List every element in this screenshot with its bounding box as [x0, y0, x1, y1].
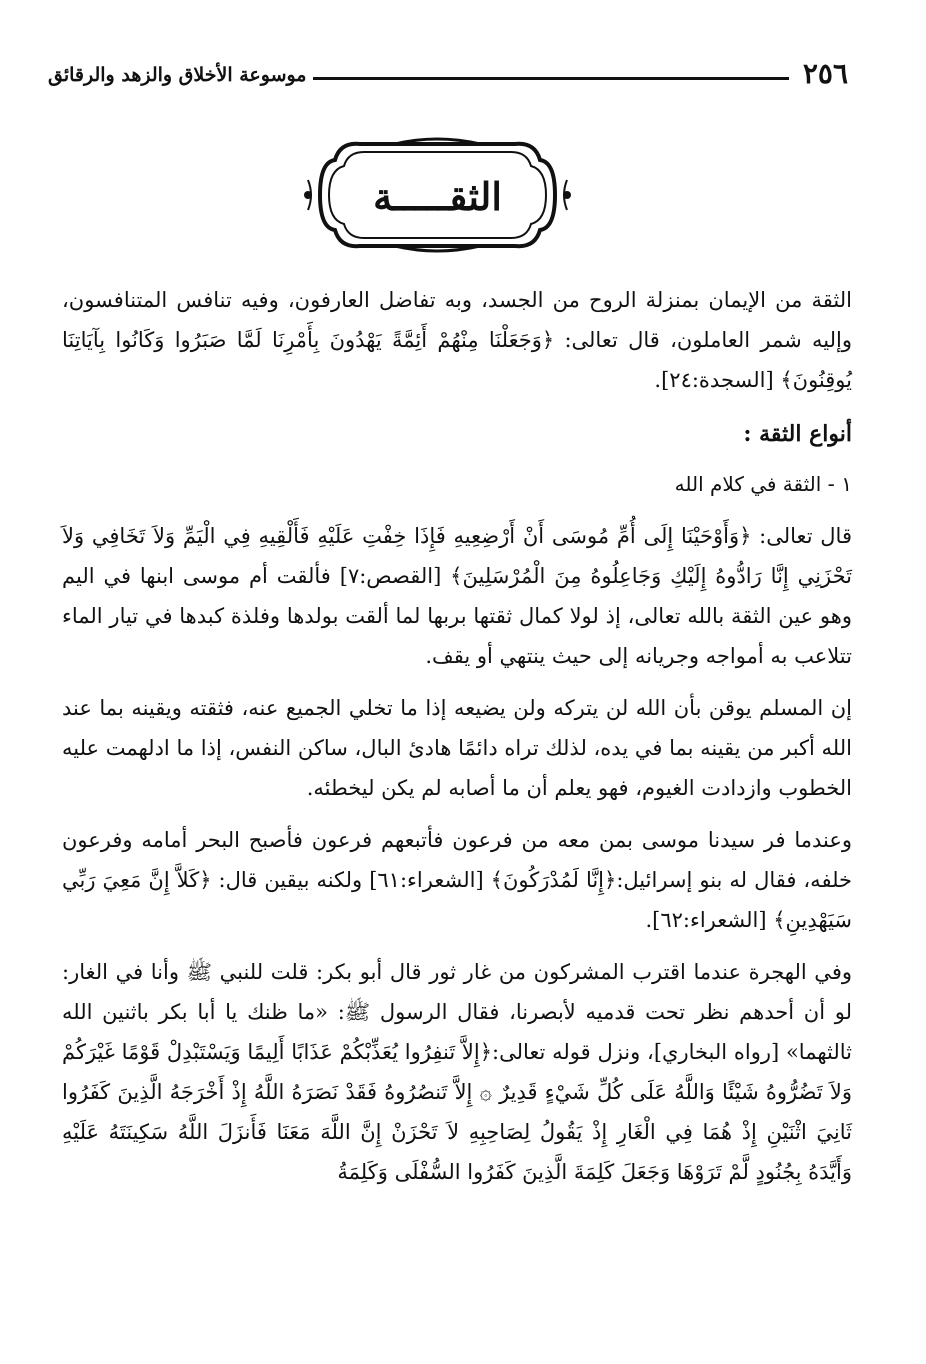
book-title: موسوعة الأخلاق والزهد والرقائق: [48, 64, 307, 86]
header-rule: [313, 77, 789, 80]
section-heading: ١ - الثقة في كلام الله: [674, 472, 852, 496]
body-paragraph: قال تعالى: ﴿وَأَوْحَيْنَا إِلَى أُمِّ مُوسَى أَنْ أَرْضِعِيهِ فَإِذَا خِفْتِ عَلَيْهِ فَأَلْقِيهِ فِي الْيَمِّ وَلاَ تَخَافِي وَلاَ تَحْزَنِي إِنَّا رَادُّوهُ إِلَيْكِ وَجَاعِلُوهُ مِنَ الْمُرْسَلِينَ﴾ [القصص:٧] فألقت أم موسى ابنها في اليم وهو عين الثقة بالله تعالى، إذ لولا كمال ثقتها بربها لما ألقت بولدها وفلذة كبدها في تيار الماء تتلاعب به أمواجه وجريانه إلى حيث ينتهي أو يقف.: [62, 524, 852, 668]
page-body: [62, 280, 852, 1204]
intro-paragraph: الثقة من الإيمان بمنزلة الروح من الجسد، وبه تفاضل العارفون، وفيه تنافس المتنافسون، وإليه شمر العاملون، قال تعالى: ﴿وَجَعَلْنَا مِنْهُمْ أَئِمَّةً يَهْدُونَ بِأَمْرِنَا لَمَّا صَبَرُوا وَكَانُوا بِآيَاتِنَا يُوقِنُونَ﴾ [السجدة:٢٤].: [62, 288, 852, 392]
page-number: ٢٥٦: [802, 57, 848, 90]
body-paragraph: إن المسلم يوقن بأن الله لن يتركه ولن يضيعه إذا ما تخلي الجميع عنه، فثقته ويقينه بما عند الله أكبر من يقينه بما في يده، لذلك تراه دائمًا هادئ البال، ساكن النفس، إذا ما ادلهمت عليه الخطوب وازدادت الغيوم، فهو يعلم أن ما أصابه لم يكن ليخطئه.: [61, 696, 852, 800]
chapter-title: الثقـــــة: [373, 174, 502, 219]
body-paragraph: وفي الهجرة عندما اقترب المشركون من غار ثور قال أبو بكر: قلت للنبي ﷺ وأنا في الغار: لو أن أحدهم نظر تحت قدميه لأبصرنا، فقال الرسول ﷺ: «ما ظنك يا أبا بكر باثنين الله ثالثهما» [رواه البخاري]، ونزل قوله تعالى:﴿إِلاَّ تَنفِرُوا يُعَذِّبْكُمْ عَذَابًا أَلِيمًا وَيَسْتَبْدِلْ قَوْمًا غَيْرَكُمْ وَلاَ تَضُرُّوهُ شَيْئًا وَاللَّهُ عَلَى كُلِّ شَيْءٍ قَدِيرٌ ۞ إِلاَّ تَنصُرُوهُ فَقَدْ نَصَرَهُ اللَّهُ إِذْ أَخْرَجَهُ الَّذِينَ كَفَرُوا ثَانِيَ اثْنَيْنِ إِذْ هُمَا فِي الْغَارِ إِذْ يَقُولُ لِصَاحِبِهِ لاَ تَحْزَنْ إِنَّ اللَّهَ مَعَنَا فَأَنزَلَ اللَّهُ سَكِينَتَهُ عَلَيْهِ وَأَيَّدَهُ بِجُنُودٍ لَّمْ تَرَوْهَا وَجَعَلَ كَلِمَةَ الَّذِينَ كَفَرُوا السُّفْلَى وَكَلِمَةُ: [62, 960, 852, 1184]
chapter-title-frame: [300, 130, 575, 260]
body-paragraph: وعندما فر سيدنا موسى بمن معه من فرعون فأتبعهم فرعون فأصبح البحر أمامه وفرعون خلفه، فقال له بنو إسرائيل:﴿إِنَّا لَمُدْرَكُونَ﴾ [الشعراء:٦١] ولكنه بيقين قال: ﴿كَلاَّ إِنَّ مَعِيَ رَبِّي سَيَهْدِينِ﴾ [الشعراء:٦٢].: [62, 828, 852, 932]
page-header: [48, 48, 848, 88]
types-heading: أنواع الثقة :: [743, 421, 852, 447]
